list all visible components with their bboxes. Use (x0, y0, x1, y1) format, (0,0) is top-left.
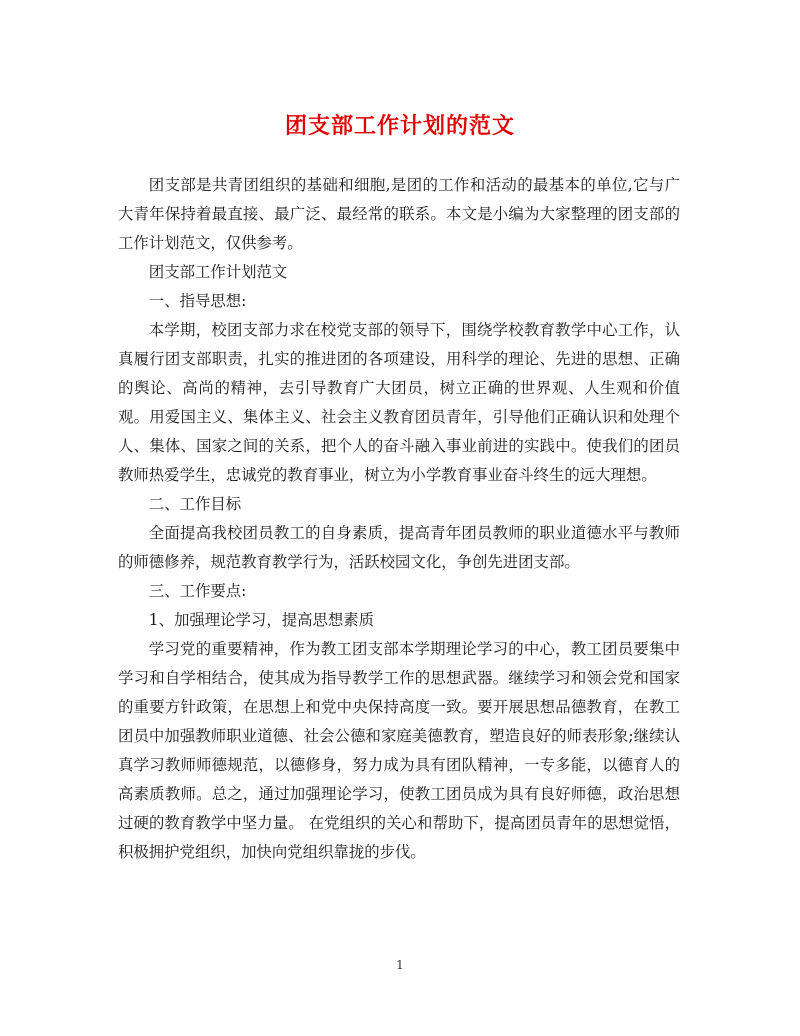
work-goals-paragraph: 全面提高我校团员教工的自身素质，提高青年团员教师的职业道德水平与教师的师德修养，规范教育教学行为，活跃校园文化，争创先进团支部。 (118, 524, 680, 571)
section-heading-work-goals: 二、工作目标 (148, 495, 242, 513)
intro-paragraph: 团支部是共青团组织的基础和细胞,是团的工作和活动的最基本的单位,它与广大青年保持着最直接、最广泛、最经常的联系。本文是小编为大家整理的团支部的工作计划范文，仅供参考。 (118, 176, 680, 252)
document-body (118, 171, 680, 867)
section-heading-guiding-thought: 一、指导思想: (148, 292, 247, 310)
guiding-thought-paragraph: 本学期，校团支部力求在校党支部的领导下，围绕学校教育教学中心工作，认真履行团支部职责，扎实的推进团的各项建设，用科学的理论、先进的思想、正确的舆论、高尚的精神，去引导教育广大团员，树立正确的世界观、人生观和价值观。用爱国主义、集体主义、社会主义教育团员青年，引导他们正确认识和处理个人、集体、国家之间的关系，把个人的奋斗融入事业前进的实践中。使我们的团员教师热爱学生，忠诚党的教育事业，树立为小学教育事业奋斗终生的远大理想。 (118, 321, 680, 484)
document-title: 团支部工作计划的范文 (284, 113, 515, 139)
theory-study-paragraph: 学习党的重要精神，作为教工团支部本学期理论学习的中心，教工团员要集中学习和自学相结合，使其成为指导教学工作的思想武器。继续学习和领会党和国家的重要方针政策，在思想上和党中央保持高度一致。要开展思想品德教育，在教工团员中加强教师职业道德、社会公德和家庭美德教育，塑造良好的师表形象;继续认真学习教师师德规范，以德修身，努力成为具有团队精神，一专多能，以德育人的高素质教师。总之，通过加强理论学习，使教工团员成为具有良好师德，政治思想过硬的教育教学中坚力量。 在党组织的关心和帮助下，提高团员青年的思想觉悟，积极拥护党组织，加快向党组织靠拢的步伐。 (118, 640, 680, 861)
subheading-theory-study: 1、加强理论学习，提高思想素质 (148, 611, 375, 629)
page-number: 1 (396, 958, 404, 972)
section-heading-plan: 团支部工作计划范文 (148, 263, 288, 281)
section-heading-work-points: 三、工作要点: (148, 582, 247, 600)
